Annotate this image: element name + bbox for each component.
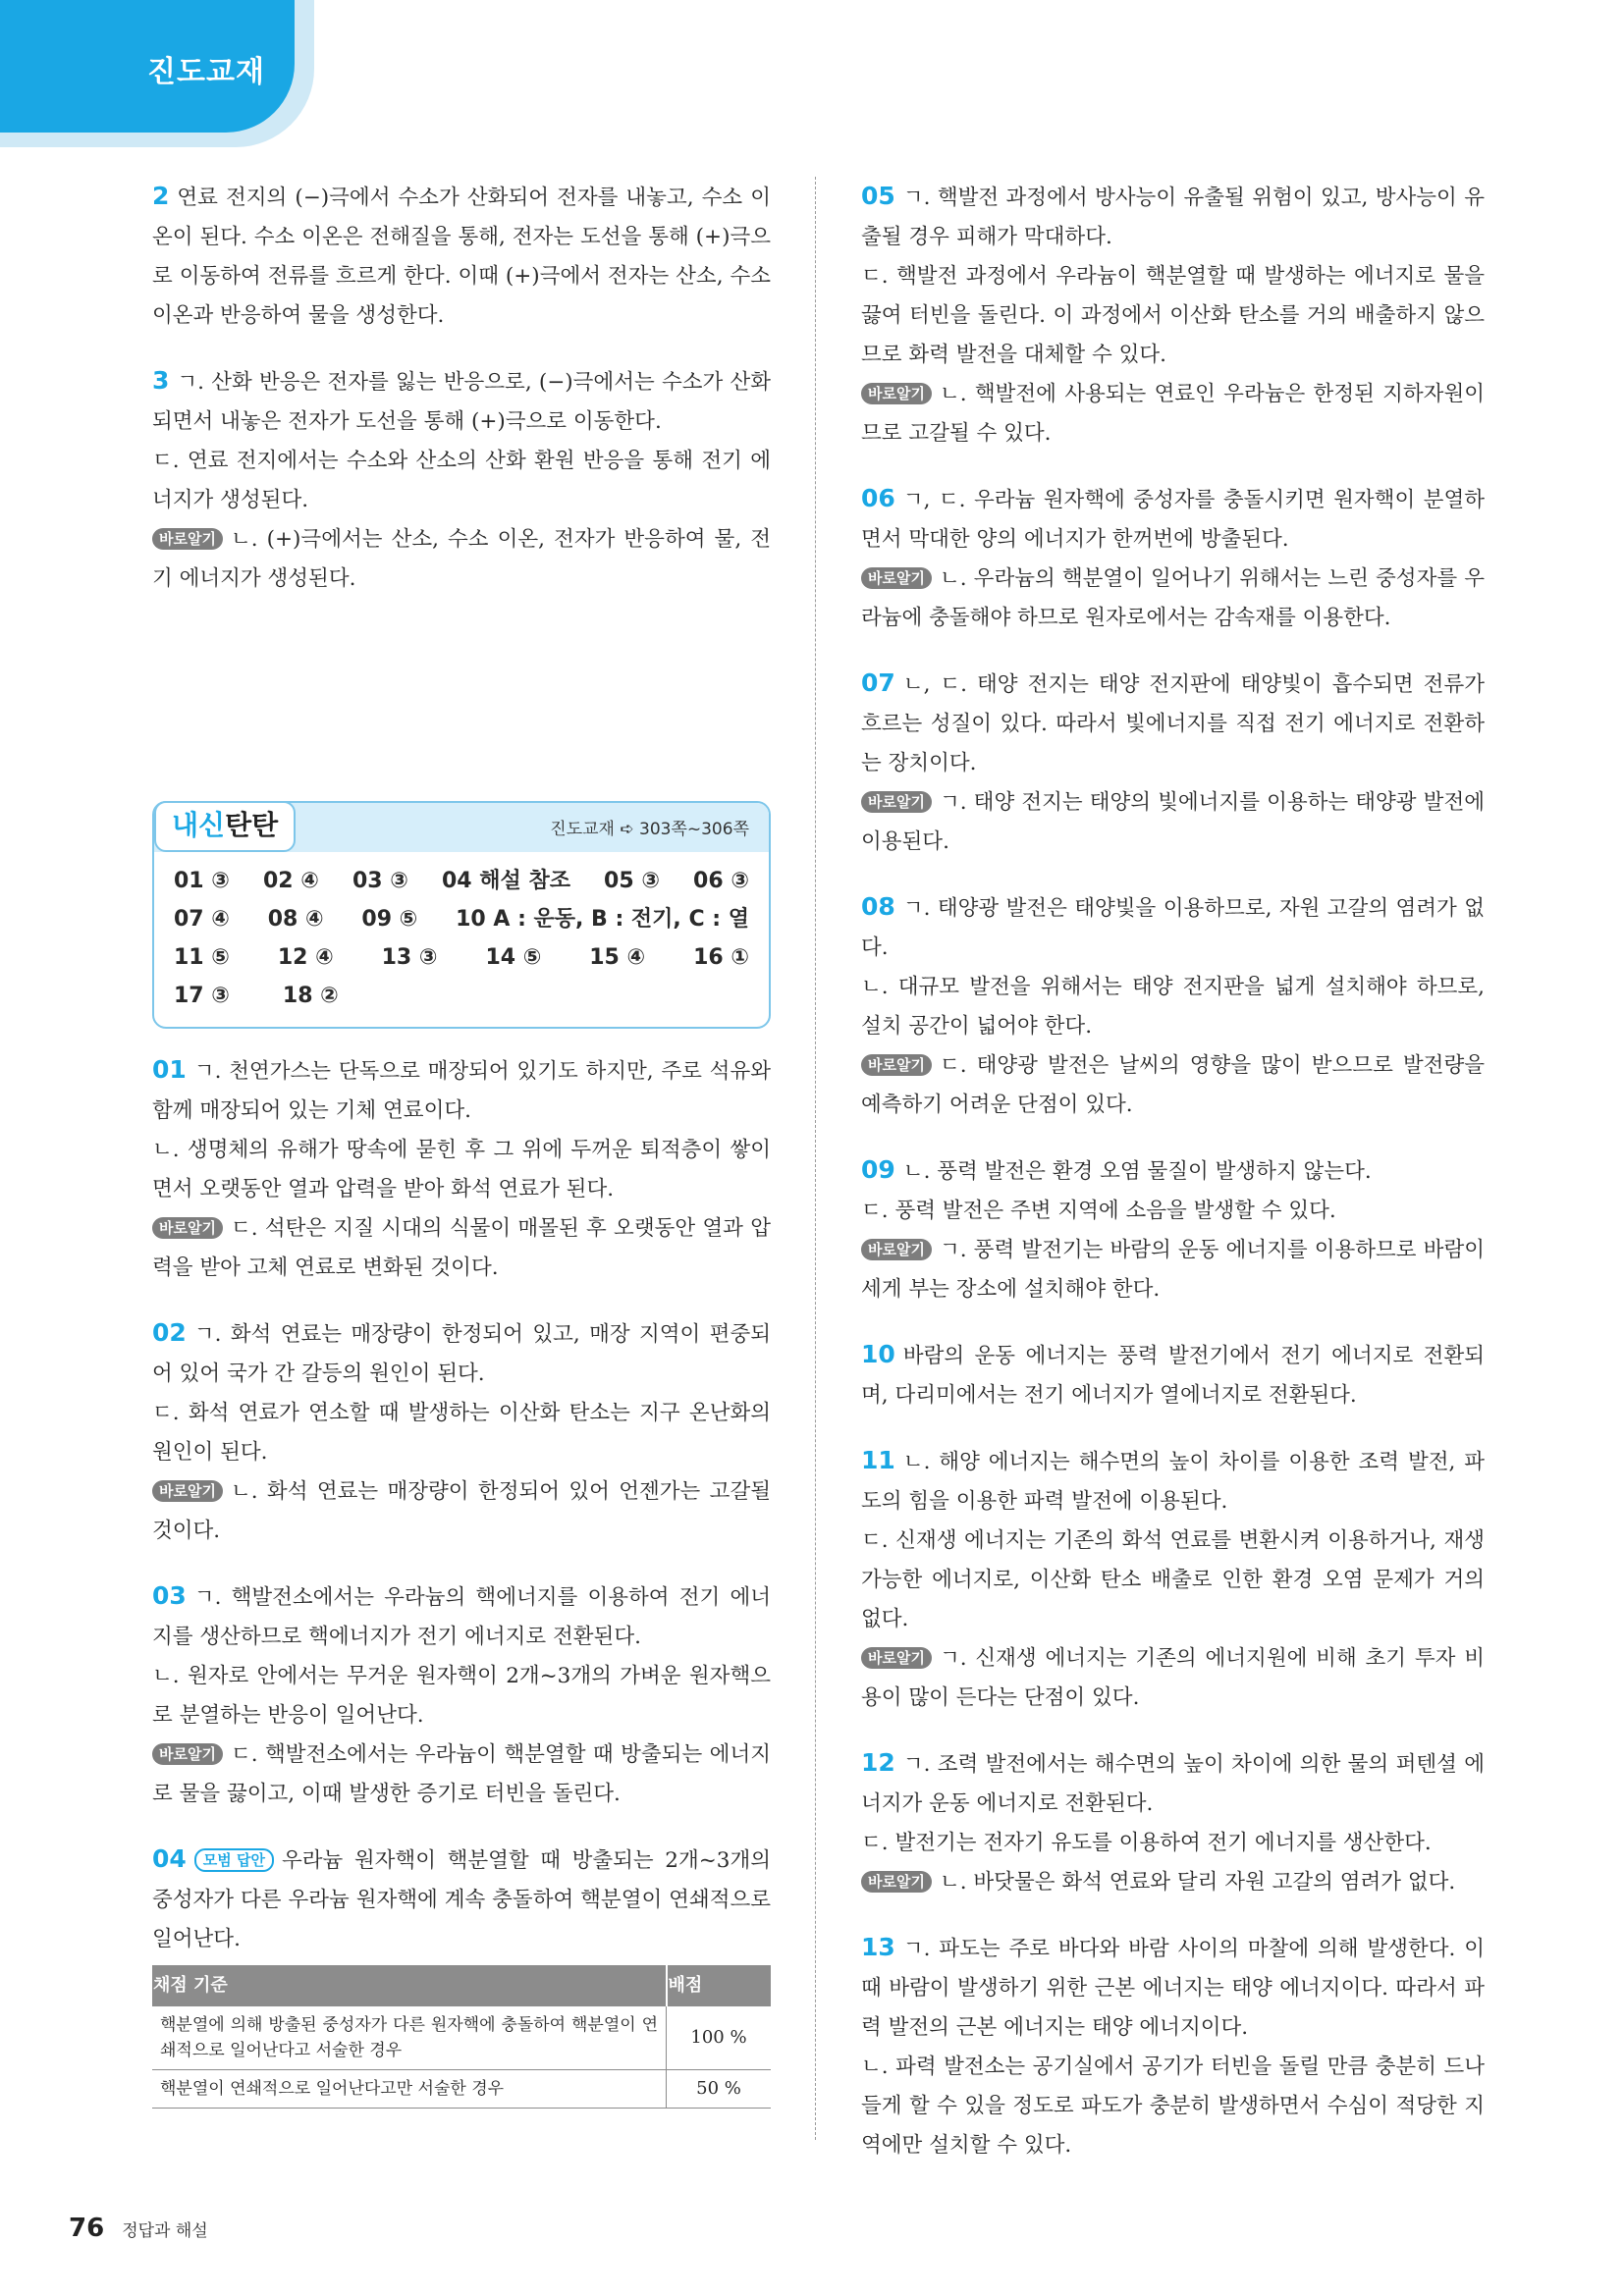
answer-line: ㄱ. 핵발전 과정에서 방사능이 유출될 위험이 있고, 방사능이 유출될 경우 피해가 막대하다.	[861, 186, 1485, 249]
answer-text: 바람의 운동 에너지는 풍력 발전기에서 전기 에너지로 전환되며, 다리미에서는 전기 에너지가 열에너지로 전환된다.	[861, 1344, 1485, 1408]
scoring-points: 100 %	[667, 2006, 772, 2070]
correction-badge: 바로알기	[861, 1871, 932, 1893]
answer-key-item: 18 ②	[282, 984, 339, 1008]
answer-number: 2	[152, 182, 170, 210]
correction-text: ㄴ. 바닷물은 화석 연료와 달리 자원 고갈의 염려가 없다.	[939, 1870, 1456, 1895]
scoring-row	[152, 2006, 771, 2070]
answer-text: 우라늄 원자핵이 핵분열할 때 방출되는 2개~3개의 중성자가 다른 우라늄 원자핵에 계속 충돌하여 핵분열이 연쇄적으로 일어난다.	[152, 1848, 771, 1951]
correction-badge: 바로알기	[861, 383, 932, 404]
answer-line: ㄱ. 태양광 발전은 태양빛을 이용하므로, 자원 고갈의 염려가 없다.	[861, 896, 1485, 960]
answer-08	[861, 887, 1485, 1125]
correction-text: ㄱ. 풍력 발전기는 바람의 운동 에너지를 이용하므로 바람이 세게 부는 장소에 설치해야 한다.	[861, 1238, 1485, 1302]
correction-badge: 바로알기	[152, 1480, 223, 1502]
correction-text: ㄴ. 화석 연료는 매장량이 한정되어 있어 언젠가는 고갈될 것이다.	[152, 1479, 771, 1543]
answer-line: ㄷ. 발전기는 전자기 유도를 이용하여 전기 에너지를 생산한다.	[861, 1831, 1432, 1855]
answer-key-item: 14 ⑤	[485, 945, 542, 970]
answer-key-box	[152, 801, 771, 1029]
answer-number: 13	[861, 1933, 895, 1961]
answer-key-item: 02 ④	[263, 869, 319, 893]
answer-01	[152, 1050, 771, 1288]
correction-badge: 바로알기	[861, 791, 932, 813]
answer-07	[861, 664, 1485, 862]
answer-number: 06	[861, 484, 895, 512]
answer-number: 09	[861, 1155, 895, 1184]
answer-line: ㄴ, ㄷ. 태양 전지는 태양 전지판에 태양빛이 흡수되면 전류가 흐르는 성질이 있다. 따라서 빛에너지를 직접 전기 에너지로 전환하는 장치이다.	[861, 672, 1485, 775]
correction-text: ㄷ. 핵발전소에서는 우라늄이 핵분열할 때 방출되는 에너지로 물을 끓이고, 이때 발생한 증기로 터빈을 돌린다.	[152, 1742, 771, 1806]
answer-key-item: 08 ④	[267, 907, 324, 932]
correction-badge: 바로알기	[861, 1054, 932, 1076]
answer-key-item: 05 ③	[604, 869, 660, 893]
answer-key-title	[154, 801, 296, 852]
correction-text: ㄴ. 핵발전에 사용되는 연료인 우라늄은 한정된 지하자원이므로 고갈될 수 있다.	[861, 382, 1485, 446]
scoring-criteria: 핵분열이 연쇄적으로 일어난다고만 서술한 경우	[152, 2070, 667, 2109]
answer-number: 11	[861, 1446, 895, 1474]
scoring-points: 50 %	[667, 2070, 772, 2109]
answer-number: 12	[861, 1748, 895, 1777]
answer-key-reference: 진도교재 ➪ 303쪽~306쪽	[550, 820, 749, 839]
answer-key-item: 01 ③	[174, 869, 230, 893]
answer-line: ㄷ. 연료 전지에서는 수소와 산소의 산화 환원 반응을 통해 전기 에너지가 생성된다.	[152, 449, 771, 512]
answer-line: ㄱ. 화석 연료는 매장량이 한정되어 있고, 매장 지역이 편중되어 있어 국가 간 갈등의 원인이 된다.	[152, 1322, 771, 1386]
scoring-header-points: 배점	[667, 1965, 772, 2006]
scoring-criteria: 핵분열에 의해 방출된 중성자가 다른 원자핵에 충돌하여 핵분열이 연쇄적으로 일어난다고 서술한 경우	[152, 2006, 667, 2070]
answer-key-row	[174, 938, 749, 977]
answer-06	[861, 479, 1485, 638]
answer-key-item: 15 ④	[589, 945, 646, 970]
answer-line: ㄷ. 화석 연료가 연소할 때 발생하는 이산화 탄소는 지구 온난화의 원인이 된다.	[152, 1401, 771, 1465]
answer-number: 05	[861, 182, 895, 210]
answer-key-item: 04 해설 참조	[442, 869, 570, 893]
answer-key-row	[174, 977, 749, 1015]
answer-key-item: 06 ③	[693, 869, 749, 893]
answer-line: ㄱ. 조력 발전에서는 해수면의 높이 차이에 의한 물의 퍼텐셜 에너지가 운동 에너지로 전환된다.	[861, 1752, 1485, 1816]
scoring-table	[152, 1965, 771, 2109]
answer-key-row	[174, 862, 749, 900]
answer-11	[861, 1441, 1485, 1718]
answer-key-item: 12 ④	[277, 945, 334, 970]
answer-number: 03	[152, 1581, 187, 1610]
answer-number: 07	[861, 668, 895, 697]
column-divider	[815, 177, 816, 2140]
answer-line: ㄴ. 원자로 안에서는 무거운 원자핵이 2개~3개의 가벼운 원자핵으로 분열하는 반응이 일어난다.	[152, 1664, 771, 1728]
answer-key-item: 13 ③	[381, 945, 438, 970]
answer-04	[152, 1840, 771, 2109]
answer-3	[152, 361, 771, 599]
answer-number: 3	[152, 366, 170, 395]
answer-key-item: 11 ⑤	[174, 945, 230, 970]
correction-badge: 바로알기	[152, 1217, 223, 1239]
footer-label: 정답과 해설	[122, 2221, 208, 2241]
correction-badge: 바로알기	[861, 567, 932, 589]
answer-key-item: 16 ①	[693, 945, 749, 970]
answer-line: ㄱ, ㄷ. 우라늄 원자핵에 중성자를 충돌시키면 원자핵이 분열하면서 막대한 양의 에너지가 한꺼번에 방출된다.	[861, 488, 1485, 552]
answer-line: ㄴ. 대규모 발전을 위해서는 태양 전지판을 넓게 설치해야 하므로, 설치 공간이 넓어야 한다.	[861, 975, 1485, 1039]
answer-10	[861, 1335, 1485, 1415]
page-number: 76	[69, 2214, 105, 2243]
correction-badge: 바로알기	[152, 528, 223, 550]
answer-line: ㄱ. 파도는 주로 바다와 바람 사이의 마찰에 의해 발생한다. 이때 바람이 발생하기 위한 근본 에너지는 태양 에너지이다. 따라서 파력 발전의 근본 에너지는 태양 에너지이다.	[861, 1937, 1485, 2040]
correction-badge: 바로알기	[861, 1239, 932, 1260]
correction-text: ㄱ. 태양 전지는 태양의 빛에너지를 이용하는 태양광 발전에 이용된다.	[861, 790, 1485, 854]
answer-2	[152, 177, 771, 336]
answer-key-header	[154, 803, 769, 852]
spacer	[152, 624, 771, 781]
answer-03	[152, 1576, 771, 1814]
answer-key-item: 03 ③	[352, 869, 408, 893]
correction-text: ㄷ. 석탄은 지질 시대의 식물이 매몰된 후 오랫동안 열과 압력을 받아 고체 연료로 변화된 것이다.	[152, 1216, 771, 1280]
answer-number: 01	[152, 1055, 187, 1084]
correction-text: ㄱ. 신재생 에너지는 기존의 에너지원에 비해 초기 투자 비용이 많이 든다는 단점이 있다.	[861, 1646, 1485, 1710]
correction-text: ㄷ. 태양광 발전은 날씨의 영향을 많이 받으므로 발전량을 예측하기 어려운 단점이 있다.	[861, 1053, 1485, 1117]
answer-key-row	[174, 900, 749, 938]
answer-line: ㄱ. 천연가스는 단독으로 매장되어 있기도 하지만, 주로 석유와 함께 매장되어 있는 기체 연료이다.	[152, 1059, 771, 1123]
answer-key-item: 17 ③	[174, 984, 230, 1008]
correction-badge: 바로알기	[861, 1647, 932, 1669]
answer-line: ㄷ. 신재생 에너지는 기존의 화석 연료를 변환시켜 이용하거나, 재생 가능한 에너지로, 이산화 탄소 배출로 인한 환경 오염 문제가 거의 없다.	[861, 1528, 1485, 1631]
right-column	[861, 177, 1485, 2165]
answer-key-title-b: 탄탄	[225, 809, 279, 841]
answer-key-item: 09 ⑤	[361, 907, 418, 932]
answer-number: 10	[861, 1340, 895, 1368]
answer-line: ㄴ. 해양 에너지는 해수면의 높이 차이를 이용한 조력 발전, 파도의 힘을 이용한 파력 발전에 이용된다.	[861, 1450, 1485, 1514]
answer-key-item: 10 A : 운동, B : 전기, C : 열	[456, 907, 749, 932]
scoring-header-criteria: 채점 기준	[152, 1965, 667, 2006]
scoring-row	[152, 2070, 771, 2109]
answer-line: ㄴ. 풍력 발전은 환경 오염 물질이 발생하지 않는다.	[902, 1159, 1372, 1184]
answer-12	[861, 1743, 1485, 1902]
answer-05	[861, 177, 1485, 454]
model-answer-badge: 모범 답안	[194, 1848, 274, 1872]
answer-line: ㄷ. 풍력 발전은 주변 지역에 소음을 발생할 수 있다.	[861, 1199, 1336, 1223]
answer-13	[861, 1928, 1485, 2165]
correction-text: ㄴ. (+)극에서는 산소, 수소 이온, 전자가 반응하여 물, 전기 에너지가 생성된다.	[152, 527, 771, 591]
answer-02	[152, 1313, 771, 1551]
answer-line: ㄴ. 생명체의 유해가 땅속에 묻힌 후 그 위에 두꺼운 퇴적층이 쌓이면서 오랫동안 열과 압력을 받아 화석 연료가 된다.	[152, 1138, 771, 1201]
answer-key-item: 07 ④	[174, 907, 230, 932]
answer-line: ㄷ. 핵발전 과정에서 우라늄이 핵분열할 때 발생하는 에너지로 물을 끓여 터빈을 돌린다. 이 과정에서 이산화 탄소를 거의 배출하지 않으므로 화력 발전을 대체할 수 있다.	[861, 264, 1485, 367]
answer-09	[861, 1150, 1485, 1309]
answer-line: ㄱ. 산화 반응은 전자를 잃는 반응으로, (−)극에서는 수소가 산화되면서 내놓은 전자가 도선을 통해 (+)극으로 이동한다.	[152, 370, 771, 434]
header-tab-label: 진도교재	[147, 55, 265, 89]
answer-number: 04	[152, 1844, 187, 1873]
correction-text: ㄴ. 우라늄의 핵분열이 일어나기 위해서는 느린 중성자를 우라늄에 충돌해야 하므로 원자로에서는 감속재를 이용한다.	[861, 566, 1485, 630]
answer-key-grid	[154, 852, 769, 1015]
answer-key-title-a: 내신	[172, 809, 226, 841]
page-footer	[69, 2214, 208, 2243]
answer-text: 연료 전지의 (−)극에서 수소가 산화되어 전자를 내놓고, 수소 이온이 된다. 수소 이온은 전해질을 통해, 전자는 도선을 통해 (+)극으로 이동하여 전류를 흐르게 한다. 이때 (+)극에서 전자는 산소, 수소 이온과 반응하여 물을 생성한다.	[152, 186, 771, 328]
answer-line: ㄱ. 핵발전소에서는 우라늄의 핵에너지를 이용하여 전기 에너지를 생산하므로 핵에너지가 전기 에너지로 전환된다.	[152, 1585, 771, 1649]
left-column	[152, 177, 771, 2109]
answer-number: 08	[861, 892, 895, 921]
scoring-header-row	[152, 1965, 771, 2006]
answer-line: ㄴ. 파력 발전소는 공기실에서 공기가 터빈을 돌릴 만큼 충분히 드나들게 할 수 있을 정도로 파도가 충분히 발생하면서 수심이 적당한 지역에만 설치할 수 있다.	[861, 2055, 1485, 2158]
answer-number: 02	[152, 1318, 187, 1347]
correction-badge: 바로알기	[152, 1743, 223, 1765]
